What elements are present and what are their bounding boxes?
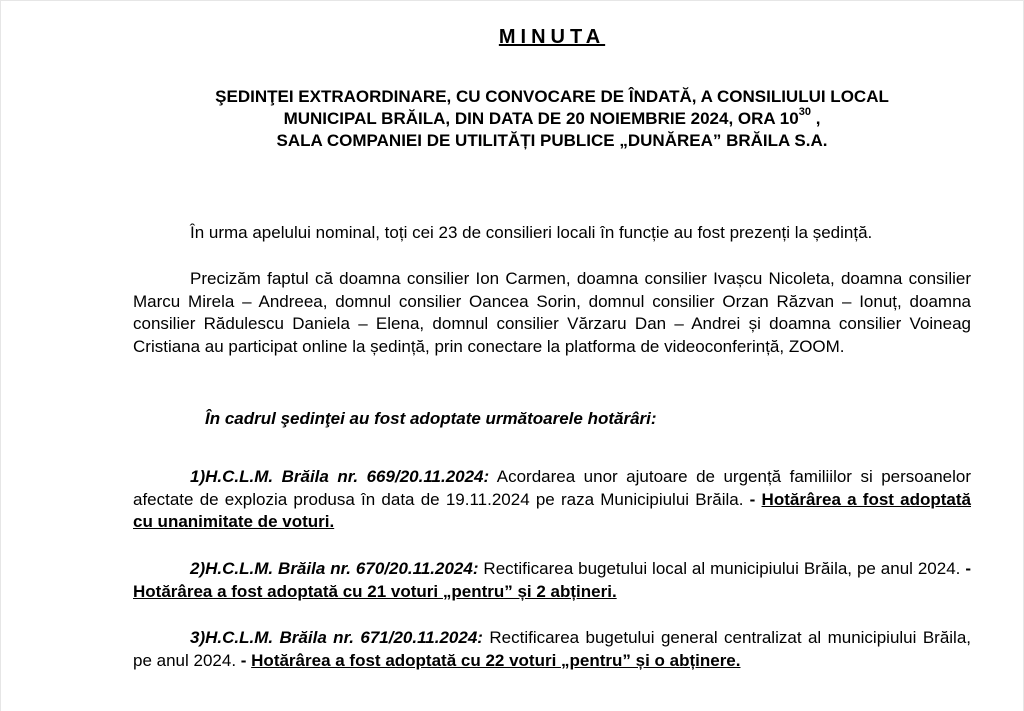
decision-text: Rectificarea bugetului general centralizat al municipiului Brăila, pe anul 2024. xyxy=(133,628,972,670)
decision-text: Rectificarea bugetului local al municipiului Brăila, pe anul 2024. xyxy=(478,559,966,578)
subtitle-line-1: ŞEDINŢEI EXTRAORDINARE, CU CONVOCARE DE ÎNDATĂ, A CONSILIULUI LOCAL xyxy=(215,87,889,106)
decision-item xyxy=(133,466,971,534)
decision-reference: H.C.L.M. Brăila nr. 669/20.11.2024: xyxy=(205,467,490,486)
subtitle-line-2-text: MUNICIPAL BRĂILA, DIN DATA DE 20 NOIEMBRIE 2024, ORA 10 xyxy=(283,109,799,128)
subtitle-line-2 xyxy=(100,108,1004,130)
decision-dash: - xyxy=(965,559,971,578)
document-title: MINUTA xyxy=(498,26,606,48)
decision-item xyxy=(133,558,971,603)
decision-result: Hotărârea a fost adoptată cu 22 voturi „pentru” și o abținere. xyxy=(251,650,741,670)
decision-dash: - xyxy=(749,489,762,509)
decision-reference: H.C.L.M. Brăila nr. 671/20.11.2024: xyxy=(205,628,483,647)
decision-number: 1) xyxy=(190,467,206,486)
page-border-top xyxy=(0,0,1024,1)
decision-result: Hotărârea a fost adoptată cu unanimitate de voturi. xyxy=(133,489,971,531)
decision-number: 2) xyxy=(190,559,206,578)
decision-number: 3) xyxy=(190,628,206,647)
paragraph-online-participants: Precizăm faptul că doamna consilier Ion Carmen, doamna consilier Ivașcu Nicoleta, doamna consilier Marcu Mirela – Andreea, domnul consilier Oancea Sorin, domnul consilier Orzan Răzvan – Ionuț, doamna consilier Rădulescu Daniela – Elena, domnul consilier Vărzaru Dan – Andrei și doamna consilier Voineag Cristiana au participat online la ședință, prin conectare la platforma de videoconferință, ZOOM. xyxy=(133,269,971,356)
page-border-left xyxy=(0,0,1,711)
subtitle-time-superscript: 30 xyxy=(798,106,811,119)
decision-dash: - xyxy=(240,650,252,670)
subtitle-line-2-comma: , xyxy=(815,109,821,128)
subtitle-line-3: SALA COMPANIEI DE UTILITĂȚI PUBLICE „DUNĂREA” BRĂILA S.A. xyxy=(276,131,828,150)
document-subtitle xyxy=(100,86,1004,152)
paragraph-roll-call: În urma apelului nominal, toți cei 23 de consilieri locali în funcție au fost prezenți la ședință. xyxy=(190,223,873,242)
decision-item xyxy=(133,627,971,672)
decisions-heading: În cadrul şedinţei au fost adoptate următoarele hotărâri: xyxy=(205,409,657,428)
decision-text: Acordarea unor ajutoare de urgență familiilor si persoanelor afectate de explozia produsa în data de 19.11.2024 pe raza Municipiului Brăila. xyxy=(133,467,971,509)
decision-result: Hotărârea a fost adoptată cu 21 voturi „pentru” și 2 abțineri. xyxy=(133,581,617,601)
decision-reference: H.C.L.M. Brăila nr. 670/20.11.2024: xyxy=(205,559,479,578)
